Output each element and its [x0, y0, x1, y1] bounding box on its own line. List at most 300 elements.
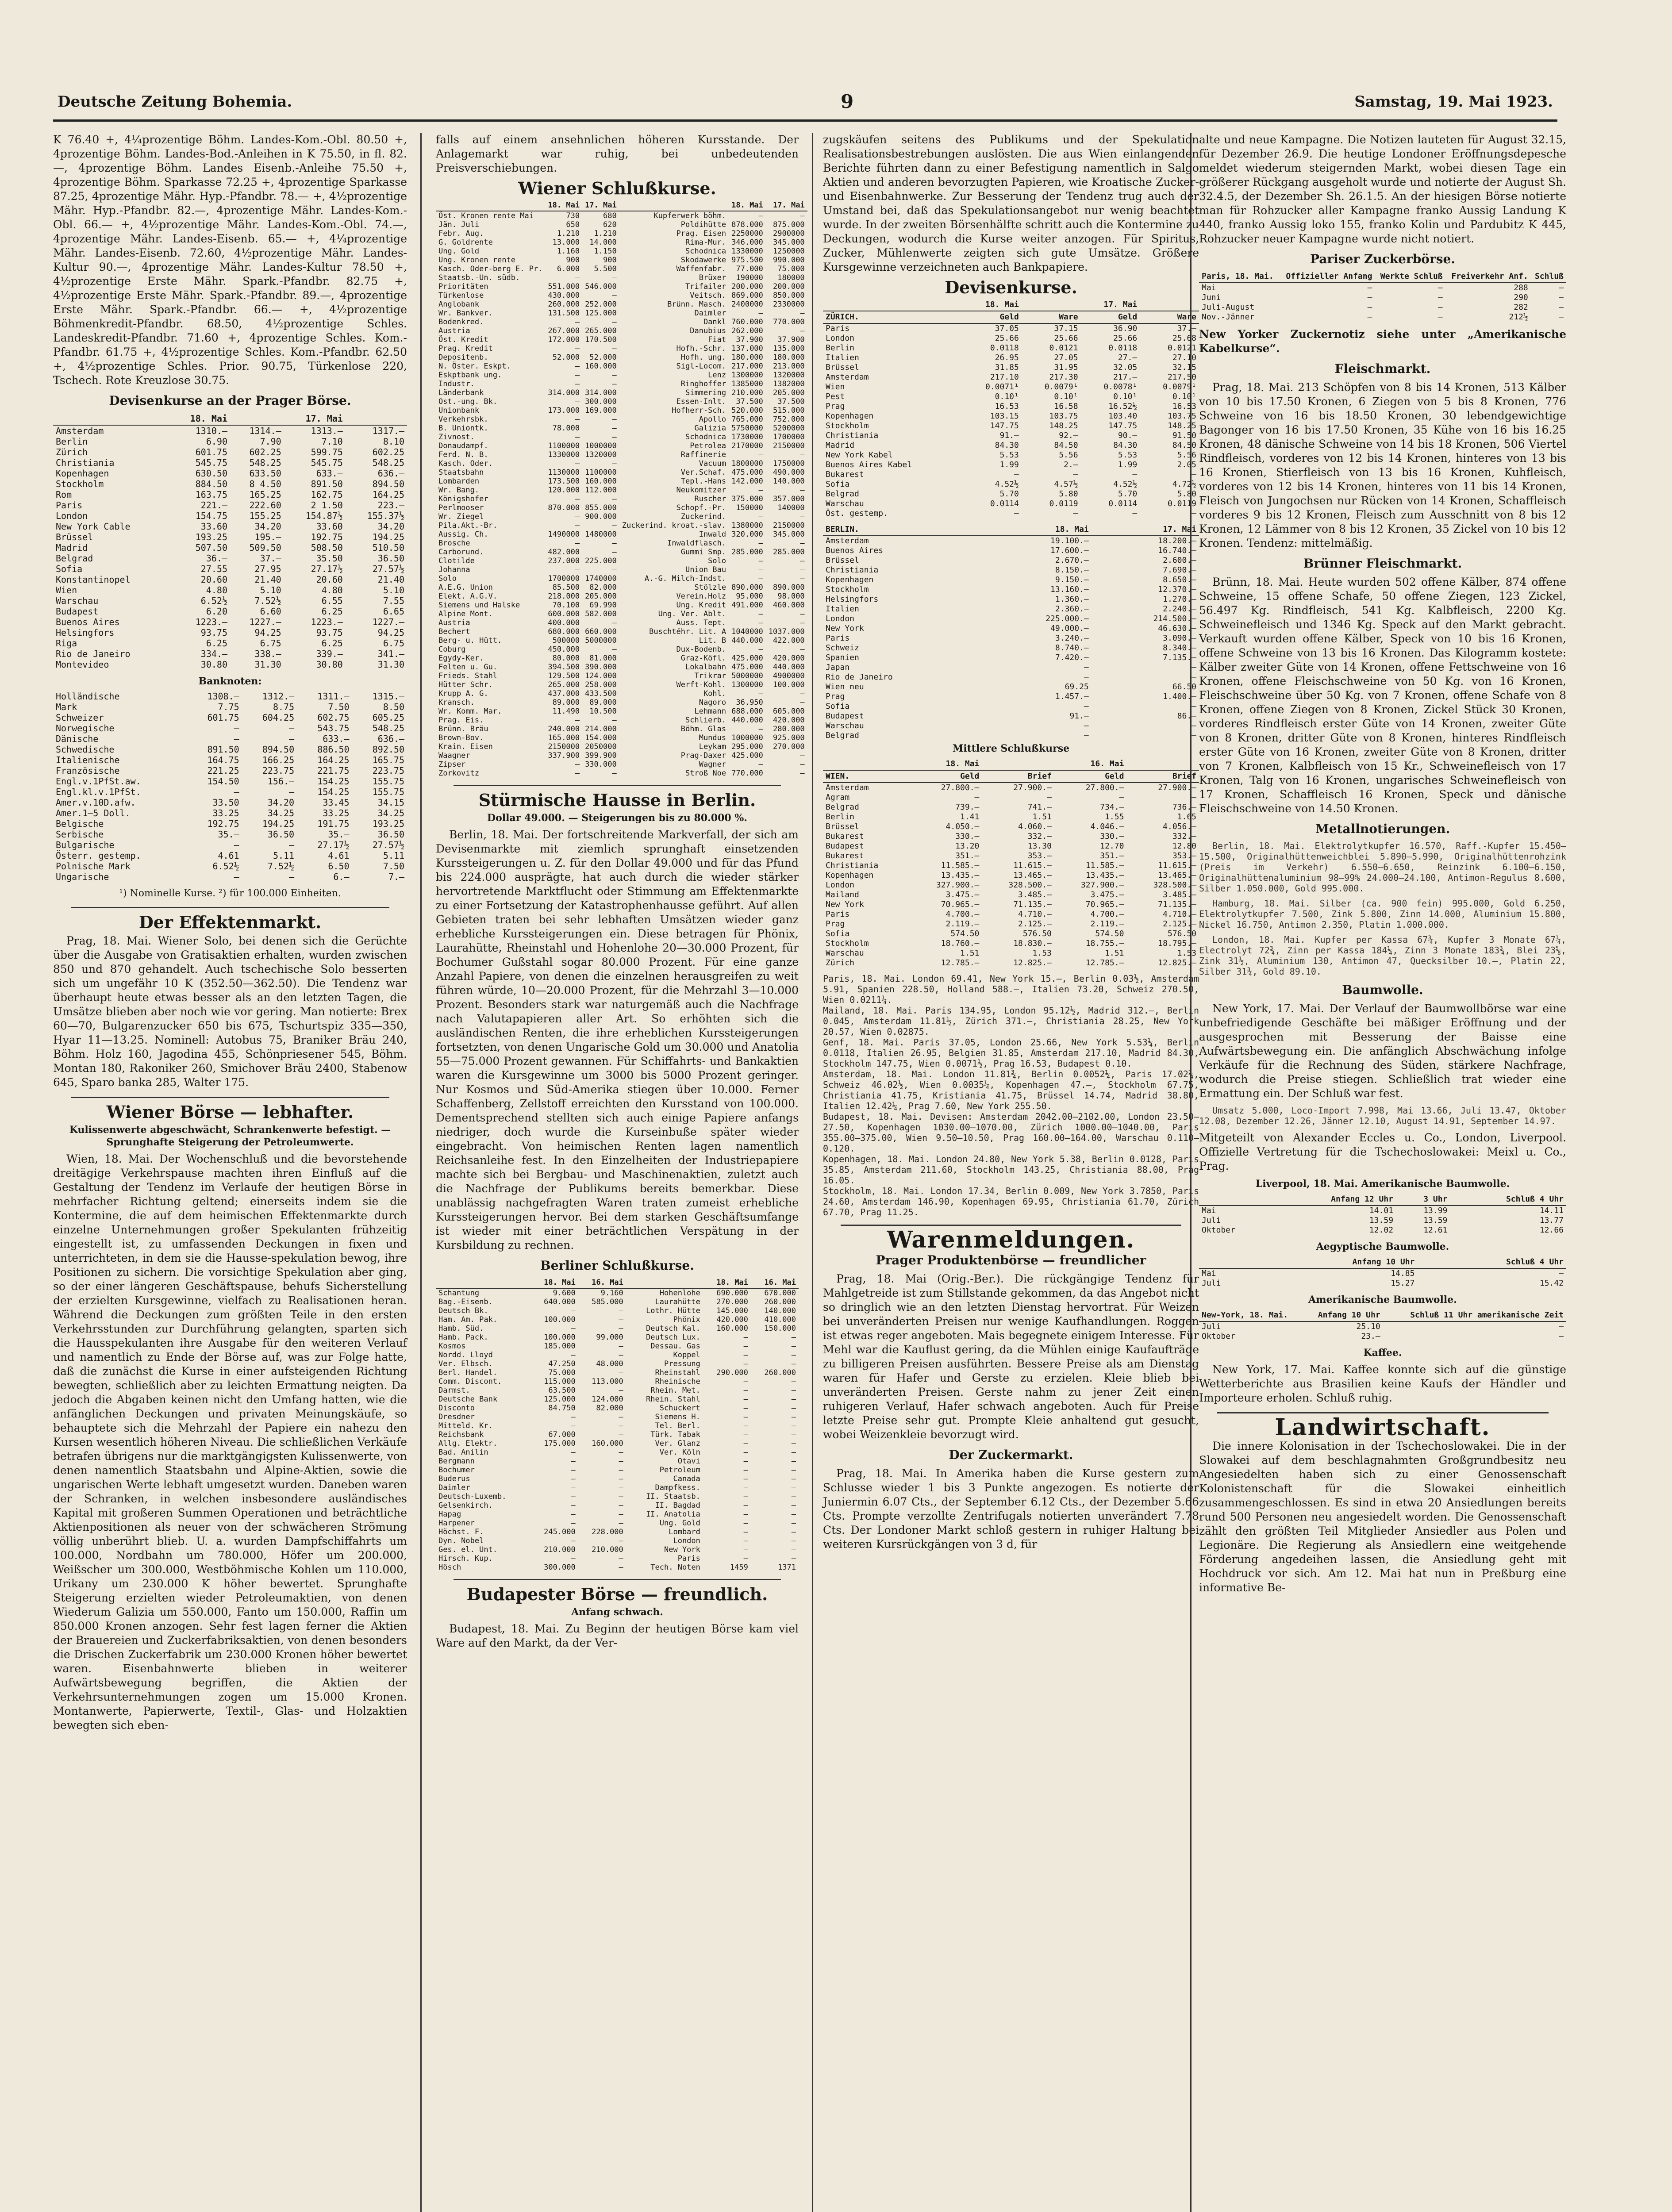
- table-cell: 900.000: [585, 512, 617, 521]
- table-cell: —: [1192, 721, 1196, 730]
- table-cell: 20.60: [200, 574, 228, 585]
- table-cell: Stockholm: [826, 939, 869, 948]
- table-cell: —: [612, 548, 617, 557]
- table-row: [436, 707, 807, 716]
- divider: [71, 907, 389, 908]
- table-cell: —: [571, 1483, 576, 1492]
- table-cell: —: [800, 574, 805, 583]
- table-cell: Hamb. Süd.: [438, 1324, 484, 1333]
- table-cell: Pressung: [664, 1359, 700, 1368]
- table-row: [436, 291, 807, 300]
- table-cell: Bukarest: [826, 851, 864, 860]
- table-cell: 260.000: [764, 1368, 796, 1377]
- list-item: Kopenhagen, 18. Mai. London 24.80, New York 5.38, Berlin 0.0128, Paris 35.85, Amsterdam 211.60, Stockholm 143.25, Christiania 88.00, Prag 16.05.: [823, 1154, 1199, 1186]
- table-cell: Stroß Noe: [685, 769, 726, 778]
- table-cell: —: [619, 1342, 623, 1351]
- table-cell: 602.25: [249, 447, 281, 457]
- table-cell: 80.000: [552, 654, 580, 663]
- fleischmarkt-text: Prag, 18. Mai. 213 Schöpfen von 8 bis 14 Kronen, 513 Kälber von 10 bis 17.50 Kronen, 6 Ziegen von 5 bis 8 Kronen, 776 Schweine von 16 bis 18.50 Kronen, 30 lebendgewichtige Bagonger von 16 bis 17.50 Kronen, 35 Kühe von 16 bis 16.25 Kronen, 48 dänische Schweine von 14 bis 18 Kronen, 506 Viertel Rindfleisch, vorderes von 12 bis 14 Kronen, hinteres von 13 bis 16 Kronen, Stierfleisch von 13 bis 16 Kronen, Kuhfleisch, vorderes von 12 bis 14 Kronen, hinteres von 11 bis 14 Kronen, Fleisch von Jungochsen nur Rücken von 14 Kronen, Schaffleisch vorderes 9 bis 12 Kronen, Fleisch zum Ausschnitt von 8 bis 12 Kronen, 12 Lämmer von 8 bis 12 Kronen, 35 Zickel von 10 bis 12 Kronen. Tendenz: mittelmäßig.: [1199, 381, 1566, 549]
- table-cell: Hirsch. Kup.: [438, 1554, 493, 1563]
- table-cell: Rio de Janeiro: [56, 649, 131, 659]
- table-cell: 1.53: [1032, 949, 1052, 958]
- table-cell: 164.75: [207, 755, 239, 765]
- table-cell: Juli-August: [1202, 303, 1255, 312]
- table-row: [436, 1421, 799, 1430]
- table-header-cell: 17. Mai: [1081, 299, 1140, 311]
- table-row: [823, 421, 1199, 431]
- table-cell: Ringhoffer: [680, 380, 726, 388]
- table-cell: 7.75: [218, 702, 239, 712]
- table-cell: Berl. Handel.: [438, 1368, 498, 1377]
- table-cell: Berlin: [826, 343, 855, 353]
- table-cell: 27.57½: [372, 840, 404, 850]
- table-cell: Böhm. Glas: [680, 725, 726, 733]
- table-cell: 70.965.—: [1085, 900, 1124, 909]
- table-cell: 154.25: [317, 787, 350, 797]
- table-cell: Mark: [56, 702, 77, 712]
- table-cell: Zivnost.: [438, 433, 475, 442]
- table-cell: 1.51: [1105, 949, 1124, 958]
- table-cell: Prag. Eis.: [438, 716, 484, 725]
- table-cell: Galizia: [694, 424, 726, 433]
- table-cell: 551.000: [548, 282, 580, 291]
- table-cell: —: [758, 211, 763, 220]
- table-row: [53, 627, 407, 638]
- table-cell: 2150000: [773, 442, 805, 450]
- table-cell: —: [612, 415, 617, 424]
- table-cell: 260.000: [548, 300, 580, 309]
- table-row: [823, 402, 1199, 411]
- table-cell: Hofh. ung.: [680, 353, 726, 362]
- table-cell: —: [571, 1475, 576, 1483]
- table-header-cell: New-York, 18. Mai.: [1199, 1310, 1305, 1321]
- table-cell: Hamb. Pack.: [438, 1333, 488, 1342]
- table-row: [436, 1501, 799, 1510]
- table-cell: 334.—: [200, 649, 228, 659]
- foreign-exchange-notes: [823, 973, 1199, 1217]
- table-cell: —: [743, 1333, 748, 1342]
- table-cell: Kopenhagen: [826, 575, 874, 584]
- table-cell: Verein.Holz: [676, 592, 726, 601]
- table-cell: Clotilde: [438, 557, 475, 565]
- produktenboerse-heading: Prager Produktenbörse — freundlicher: [876, 1253, 1146, 1267]
- table-row: [823, 604, 1199, 614]
- table-cell: —: [619, 1386, 623, 1395]
- table-cell: 27.17½: [317, 840, 350, 850]
- table-row: [823, 822, 1199, 832]
- table-cell: —: [575, 716, 580, 725]
- table-cell: Warschau: [826, 949, 864, 958]
- table-cell: —: [1367, 303, 1372, 312]
- table-cell: Bukarest: [826, 832, 864, 841]
- table-cell: 4.52½: [1113, 480, 1138, 489]
- table-cell: Holländische: [56, 691, 120, 702]
- table-cell: 103.15: [990, 411, 1019, 421]
- table-cell: 214.500.—: [1153, 614, 1196, 623]
- table-cell: 172.000: [548, 335, 580, 344]
- table-cell: 16.53: [1172, 402, 1196, 411]
- table-header-cell: 18. Mai: [984, 524, 1092, 536]
- table-cell: Reichsbank: [438, 1430, 484, 1439]
- table-header-cell: 17. Mai: [1092, 524, 1199, 536]
- table-cell: Brüxer: [699, 273, 726, 282]
- table-cell: 633.—: [316, 468, 343, 479]
- table-row: [823, 392, 1199, 402]
- table-cell: —: [758, 574, 763, 583]
- table-cell: —: [612, 344, 617, 353]
- table-cell: 12.825.—: [1013, 958, 1052, 968]
- table-row: [53, 585, 407, 595]
- table-cell: Phönix: [673, 1315, 700, 1324]
- table-header-row: [823, 299, 1199, 311]
- table-cell: Essen-Inlt.: [676, 397, 726, 406]
- table-cell: 339.—: [316, 649, 343, 659]
- table-cell: 155.37½: [367, 511, 404, 521]
- table-cell: Buenos Aires: [826, 546, 884, 555]
- table-row: [53, 511, 407, 521]
- table-cell: 990.000: [773, 256, 805, 265]
- table-row: [436, 654, 807, 663]
- table-cell: —: [758, 610, 763, 618]
- table-row: [53, 468, 407, 479]
- list-item: Budapest, 18. Mai. Devisen: Amsterdam 2042.00—2102.00, London 23.50—27.50, Kopenhagen 1030.00—1070.00, Zürich 1000.00—1040.00, Paris 355.00—375.00, Wien 9.50—10.50, Prag 160.00—164.00, Warschau 0.110—0.120.: [823, 1111, 1199, 1154]
- table-cell: Engl.kl.v.1PfSt.: [56, 787, 141, 797]
- banknoten-heading: Banknoten:: [198, 676, 262, 687]
- table-cell: 35.50: [316, 553, 343, 564]
- table-cell: 1314.—: [249, 426, 281, 436]
- table-cell: 1300000: [731, 680, 763, 689]
- table-cell: Deutsch-Luxemb.: [438, 1492, 507, 1501]
- table-cell: 8 4.50: [249, 479, 281, 489]
- table-cell: 8.50: [383, 702, 404, 712]
- table-row: [436, 1377, 799, 1386]
- table-row: [823, 861, 1199, 871]
- table-cell: —: [791, 1439, 796, 1448]
- table-cell: 124.000: [585, 672, 617, 680]
- table-cell: —: [619, 1510, 623, 1519]
- table-cell: 0.0121: [1049, 343, 1078, 353]
- table-cell: —: [619, 1457, 623, 1466]
- table-cell: 422.000: [773, 636, 805, 645]
- table-cell: Prag: [826, 692, 845, 701]
- hausse-berlin-subheading: Dollar 49.000. — Steigerungen bis zu 80.000 %.: [487, 812, 747, 824]
- table-cell: Kupferwerk böhm.: [653, 211, 726, 220]
- table-cell: 574.50: [950, 929, 980, 938]
- table-cell: 0.0118: [1108, 343, 1138, 353]
- table-row: [436, 424, 807, 433]
- table-cell: 75.000: [777, 265, 805, 273]
- table-cell: —: [1192, 793, 1196, 802]
- table-cell: 894.50: [372, 479, 404, 489]
- continued-text: alte und neue Kampagne. Die Notizen lauteten für August 32.15, für Dezember 26.9. Die heutige Londoner Eröffnungsdepesche meldet wiederum steigernden Markt, wobei diesen Tage ein größerer Rückgang ausgeholt wurde und notierte der August Sh. 32.4.5, der Dezember Sh. 26.1.5. An der hiesigen Börse notierte man für Rohzucker aller Kampagne franko Aussig Landung K 440, franko Aussig loko 155, franko Kolin und Pardubitz K 445, Rohzucker neuer Kampagne wurde nicht notiert.: [1199, 133, 1566, 245]
- table-cell: Ham. Am. Pak.: [438, 1315, 498, 1324]
- table-cell: Ung. Gold: [438, 247, 480, 256]
- table-row: [436, 238, 807, 247]
- table-header-cell: ZÜRICH.: [823, 311, 962, 323]
- table-cell: —: [234, 840, 239, 850]
- table-row: [436, 521, 807, 530]
- table-cell: 37.15: [1054, 324, 1078, 333]
- table-cell: Tech. Noten: [650, 1563, 700, 1572]
- table-cell: Schweizer: [56, 712, 104, 723]
- table-cell: —: [743, 1545, 748, 1554]
- table-cell: 27.800.—: [1085, 783, 1124, 792]
- table-row: [436, 751, 807, 760]
- wiener-boerse-text: Wien, 18. Mai. Der Wochenschluß und die bevorstehende dreitägige Verkehrspause machten ihren Einfluß auf die Gestaltung der Tendenz im Verlaufe der heutigen Börse in mehrfacher Richtung geltend; einerseits indem sie die Kontermine, die auf dem heimischen Effektenmarkte durch einzelne Unternehmungen großer Spekulanten frühzeitig eingestellt ist, zu umfassenden Deckungen in fixen und unterrichteten, in dem sie die Hausse-spekulation bewog, ihre Positionen zu sichern. Die vorsichtige Spekulation aber ging, so der einer längeren Geschäftspause, behufs Sicherstellung der erzielten Kursgewinne, vielfach zu Realisationen heran. Während die Deckungen zum größten Teile in den ersten Verkehrsstunden zur Durchführung gelangten, sparten sich die Hausspekulanten ihre Ausgabe für den weiteren Verlauf und namentlich zu Ende der Börse auf, was zur Folge hatte, daß die zunächst die Kurse in einer aufsteigenden Richtung bewegten, schließlich aber zu leichten Ermattung neigten. Da jedoch die Abgaben keinen nicht den Umfang hatten, wie die anfänglichen Deckungen und privaten Meinungskäufe, so behauptete sich die Mehrzahl der Papiere ein nahezu den Kursen wesentlich höheren Niveau. Die schließlichen Verkäufe betrafen übrigens nur die marktgängigsten Kulissenwerte, von denen namentlich Staatsbahn und Alpine-Aktien, sowie die ungarischen Werte lebhaft umgesetzt wurden. Daneben waren der Schranken, in welchen insbesondere ausländisches Kapital mit großeren Summen Operationen und beträchtliche Aktienpositionen als neuer von der schwächeren Strömung völlig unberührt blieb. U. a. wurden Dampfschiffahrts um 100.000, Nordbahn um 780.000, Höfer um 200.000, Weißscher um 300.000, Westböhmische Kohlen um 110.000, Urikany um 230.000 K höher bewertet. Sprunghafte Steigerung erzielten wieder Petroleumaktien, von denen Wiederum Galizia um 550.000, Fanto um 150.000, Raffin um 850.000 Kronen anzogen. Sehr fest lagen ferner die Aktien der Brauereien und Zuckerfabriksaktien, von denen besonders die Drischen Zuckerfabrik um 230.000 Kronen höher bewertet waren. Eisenbahnwerte blieben in weiterer Aufwärtsbewegung begriffen, die Aktien der Verkehrsunternehmungen zogen um 15.000 Kronen. Montanwerte, Papierwerte, Textil-, Glas- und Holzaktien bewegten sich eben-: [53, 1152, 407, 1732]
- table-row: [823, 851, 1199, 861]
- table-cell: 82.000: [596, 1404, 623, 1413]
- table-cell: II. Bagdad: [655, 1501, 700, 1510]
- table-row: [823, 353, 1199, 363]
- table-cell: 12.61: [1423, 1225, 1448, 1235]
- table-cell: Trifailer: [685, 282, 726, 291]
- table-cell: 440.000: [773, 663, 805, 672]
- table-cell: 27.57½: [372, 564, 404, 574]
- table-cell: Italien: [826, 353, 859, 362]
- table-cell: 345.000: [773, 238, 805, 247]
- table-cell: 18.830.—: [1013, 939, 1052, 948]
- table-cell: 8.150.—: [1055, 565, 1089, 575]
- table-cell: 270.000: [773, 742, 805, 751]
- table-cell: 394.500: [548, 663, 580, 672]
- table-cell: 27.10: [1172, 353, 1196, 362]
- table-row: [823, 470, 1199, 480]
- berlin-devisen-table: [823, 524, 1199, 741]
- table-cell: Febr. Aug.: [438, 229, 484, 238]
- budapester-boerse-heading: Budapester Börse — freundlich.: [466, 1584, 768, 1604]
- table-cell: Dessau. Gas: [650, 1342, 700, 1351]
- table-cell: —: [743, 1483, 748, 1492]
- table-cell: 7.50: [383, 861, 404, 872]
- table-cell: New York: [826, 624, 864, 633]
- table-cell: 5.53: [1118, 450, 1138, 460]
- table-cell: Fiat: [708, 335, 726, 344]
- table-cell: 213.000: [773, 362, 805, 371]
- table-cell: Schantung: [438, 1289, 480, 1298]
- table-cell: —: [743, 1395, 748, 1404]
- table-row: [53, 787, 407, 797]
- table-cell: Nagoro: [699, 698, 726, 707]
- table-row: [436, 309, 807, 318]
- table-cell: 13.465.—: [1013, 871, 1052, 880]
- table-cell: 1.51: [960, 949, 980, 958]
- list-item: Genf, 18. Mai. Paris 37.05, London 25.66, New York 5.53¼, Berlin 0.0118, Italien 26.95, Belgien 31.85, Amsterdam 217.10, Madrid 84.30, Stockholm 147.75, Wien 0.0071½, Prag 16.53, Budapest 0.10.: [823, 1037, 1199, 1069]
- table-row: [823, 634, 1199, 643]
- table-row: [823, 565, 1199, 575]
- table-cell: —: [1559, 293, 1564, 302]
- table-cell: Rhein. Met.: [650, 1386, 700, 1395]
- table-row: [53, 850, 407, 861]
- table-row: [53, 436, 407, 447]
- table-cell: —: [800, 698, 805, 707]
- table-cell: 205.000: [773, 388, 805, 397]
- table-cell: Paris: [56, 500, 83, 511]
- table-cell: 327.900.—: [1080, 880, 1124, 890]
- table-cell: 3.090.—: [1163, 634, 1196, 643]
- table-cell: 131.500: [548, 309, 580, 318]
- table-cell: Ferd. N. B.: [438, 450, 488, 459]
- table-cell: Prag-Daxer: [680, 751, 726, 760]
- table-cell: Belgrad: [826, 731, 859, 740]
- table-row: [436, 601, 807, 610]
- table-cell: 1223.—: [311, 617, 343, 627]
- table-cell: 1490000: [548, 530, 580, 539]
- table-cell: Aussig. Ch.: [438, 530, 488, 539]
- table-cell: 295.000: [731, 742, 763, 751]
- table-cell: 34.25: [377, 808, 404, 818]
- table-cell: Serbische: [56, 829, 104, 840]
- table-cell: 91.—: [999, 431, 1019, 440]
- table-cell: 11.585.—: [941, 861, 980, 870]
- table-cell: 4.700.—: [946, 910, 980, 919]
- table-cell: —: [619, 1492, 623, 1501]
- table-cell: 1.160: [557, 247, 580, 256]
- table-cell: 4.80: [206, 585, 228, 595]
- table-cell: Depositenb.: [438, 353, 488, 362]
- table-cell: —: [619, 1519, 623, 1528]
- table-cell: Canada: [673, 1475, 700, 1483]
- table-cell: Schlierb.: [685, 716, 726, 725]
- table-cell: 70.965.—: [941, 900, 980, 909]
- table-cell: Oktober: [1202, 1225, 1235, 1235]
- table-cell: —: [800, 309, 805, 318]
- table-cell: 1.65: [1177, 812, 1196, 822]
- table-cell: Mundus: [699, 733, 726, 742]
- table-row: [436, 371, 807, 380]
- table-row: [823, 731, 1199, 741]
- table-cell: —: [619, 1448, 623, 1457]
- table-cell: Simmering: [685, 388, 726, 397]
- table-cell: —: [612, 769, 617, 778]
- table-header-cell: 18. Mai: [962, 299, 1022, 311]
- table-cell: 1000000: [731, 733, 763, 742]
- warenmeldungen-heading: Warenmeldungen.: [887, 1226, 1135, 1253]
- table-cell: 0.0121: [1167, 343, 1196, 353]
- table-cell: —: [1559, 1322, 1564, 1331]
- table-header-row: [1199, 271, 1566, 283]
- table-cell: 191.75: [317, 818, 350, 829]
- table-cell: —: [619, 1536, 623, 1545]
- table-cell: —: [619, 1315, 623, 1324]
- table-cell: 765.000: [731, 415, 763, 424]
- table-cell: 221.75: [317, 765, 350, 776]
- list-item: Stockholm, 18. Mai. London 17.34, Berlin 0.009, New York 3.7850, Paris 24.60, Amsterdam 146.90, Kopenhagen 69.95, Christiania 61.70, Zürich 67.70, Prag 11.25.: [823, 1186, 1199, 1217]
- table-cell: —: [743, 1386, 748, 1395]
- table-row: [436, 1483, 799, 1492]
- table-cell: 165.000: [548, 733, 580, 742]
- table-cell: 602.25: [372, 447, 404, 457]
- table-header-cell: BERLIN.: [823, 524, 984, 536]
- table-cell: 855.000: [585, 503, 617, 512]
- table-row: [1199, 283, 1566, 293]
- liverpool-table: [1199, 1194, 1566, 1235]
- table-cell: 69.25: [1065, 682, 1089, 691]
- table-cell: Petrolea: [690, 442, 726, 450]
- table-cell: Öst. Kronen rente Mai: [438, 211, 534, 220]
- table-cell: 166.25: [262, 755, 295, 765]
- table-cell: —: [619, 1563, 623, 1572]
- table-cell: —: [1084, 672, 1089, 682]
- table-row: [823, 841, 1199, 851]
- landwirtschaft-heading: Landwirtschaft.: [1275, 1414, 1491, 1441]
- table-header-cell: 17. Mai: [284, 412, 346, 425]
- aegypt-table: [1199, 1256, 1566, 1288]
- table-cell: 3.475.—: [1090, 890, 1124, 899]
- table-cell: —: [575, 539, 580, 548]
- table-row: [436, 1439, 799, 1448]
- table-cell: 52.000: [552, 353, 580, 362]
- table-cell: —: [1559, 303, 1564, 312]
- table-cell: Spanien: [826, 653, 859, 662]
- table-cell: 8.650.—: [1163, 575, 1196, 584]
- table-row: [53, 712, 407, 723]
- table-cell: 353.—: [1172, 851, 1196, 860]
- table-cell: —: [1438, 303, 1443, 312]
- table-cell: 576.50: [1022, 929, 1052, 938]
- table-cell: —: [1367, 293, 1372, 302]
- table-row: [53, 447, 407, 457]
- table-cell: —: [619, 1413, 623, 1421]
- table-cell: —: [289, 840, 295, 850]
- table-row: [436, 380, 807, 388]
- table-row: [1199, 303, 1566, 312]
- table-cell: —: [758, 645, 763, 654]
- table-cell: 12.785.—: [941, 958, 980, 968]
- table-cell: Öst. gestemp.: [826, 509, 888, 518]
- table-cell: 16.52½: [1108, 402, 1138, 411]
- table-cell: 520.000: [731, 406, 763, 415]
- table-cell: Brünn. Masch.: [667, 300, 726, 309]
- table-cell: —: [1047, 793, 1052, 802]
- divider: [1217, 1412, 1549, 1413]
- table-cell: —: [800, 751, 805, 760]
- table-row: [53, 489, 407, 500]
- table-cell: 71.135.—: [1013, 900, 1052, 909]
- table-row: [823, 682, 1199, 692]
- wiener-boerse-heading: Wiener Börse — lebhafter.: [106, 1102, 354, 1122]
- table-cell: 6.52½: [212, 861, 239, 872]
- table-cell: Französische: [56, 765, 120, 776]
- table-cell: 25.66: [995, 334, 1019, 343]
- table-cell: 78.000: [552, 424, 580, 433]
- table-cell: 5.10: [260, 585, 281, 595]
- table-cell: —: [743, 1528, 748, 1536]
- table-row: [436, 1395, 799, 1404]
- table-cell: Unionbank: [438, 406, 480, 415]
- table-cell: 1800000: [731, 459, 763, 468]
- table-cell: 3.240.—: [1055, 634, 1089, 643]
- table-cell: Warschau: [826, 499, 864, 508]
- table-row: [823, 499, 1199, 509]
- page-header: [53, 88, 1557, 122]
- table-cell: —: [612, 716, 617, 725]
- table-cell: —: [619, 1351, 623, 1359]
- table-cell: 602.75: [317, 712, 350, 723]
- table-cell: 1317.—: [372, 426, 404, 436]
- table-cell: Hütter Schr.: [438, 680, 493, 689]
- table-header-cell: Anfang 10 Uhr: [1257, 1256, 1417, 1268]
- table-row: [436, 1342, 799, 1351]
- table-cell: 1740000: [585, 574, 617, 583]
- table-row: [436, 1386, 799, 1395]
- table-cell: 11.615.—: [1013, 861, 1052, 870]
- table-cell: Stockholm: [826, 585, 869, 594]
- table-cell: Lothr. Hütte: [646, 1306, 700, 1315]
- table-cell: Rio de Janeiro: [826, 672, 893, 682]
- table-row: [823, 871, 1199, 880]
- table-header-cell: 17. Mai: [766, 200, 807, 211]
- table-cell: 99.000: [596, 1333, 623, 1342]
